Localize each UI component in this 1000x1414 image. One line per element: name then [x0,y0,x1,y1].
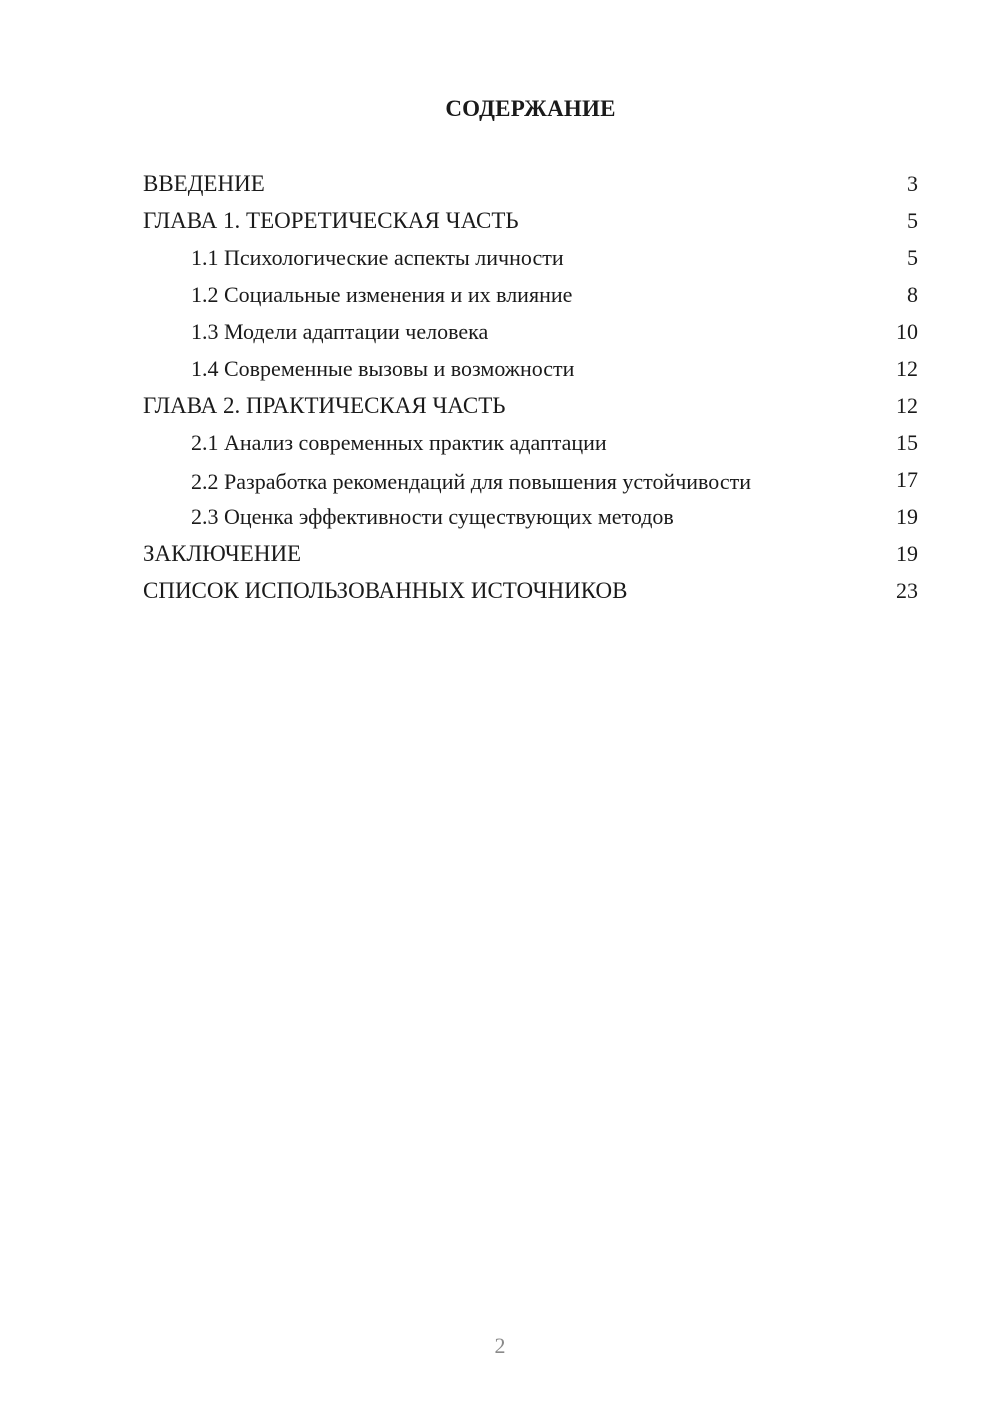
toc-entry-page: 10 [896,319,918,344]
toc-entry-page: 5 [907,245,918,270]
toc-entry-introduction [143,169,918,199]
toc-entry-label: СПИСОК ИСПОЛЬЗОВАННЫХ ИСТОЧНИКОВ [143,578,628,603]
toc-entry-page: 19 [896,504,918,529]
toc-entry-references [143,576,918,606]
toc-entry-label: 1.1 Психологические аспекты личности [191,245,564,270]
toc-entry-label: 1.3 Модели адаптации человека [191,319,489,344]
table-of-contents [143,169,918,613]
page-number: 2 [494,1333,506,1358]
toc-entry-label: ГЛАВА 1. ТЕОРЕТИЧЕСКАЯ ЧАСТЬ [143,208,519,233]
toc-entry-page: 8 [907,282,918,307]
toc-entry-section-2-1 [143,428,918,458]
toc-entry-section-1-4 [143,354,918,384]
toc-entry-label: 1.2 Социальные изменения и их влияние [191,282,573,307]
toc-title: СОДЕРЖАНИЕ [445,96,616,121]
toc-entry-section-1-1 [143,243,918,273]
toc-entry-label: ЗАКЛЮЧЕНИЕ [143,541,302,566]
toc-entry-chapter-1 [143,206,918,236]
toc-entry-page: 3 [907,171,918,196]
toc-entry-label: 1.4 Современные вызовы и возможности [191,356,575,381]
toc-entry-section-1-2 [143,280,918,310]
toc-entry-label: 2.2 Разработка рекомендаций для повышения устойчивости [191,469,751,494]
toc-entry-label: ГЛАВА 2. ПРАКТИЧЕСКАЯ ЧАСТЬ [143,393,506,418]
toc-entry-page: 19 [896,541,918,566]
toc-entry-section-1-3 [143,317,918,347]
toc-entry-conclusion [143,539,918,569]
toc-entry-page: 5 [907,208,918,233]
toc-entry-section-2-2 [143,465,918,495]
toc-entry-label: 2.3 Оценка эффективности существующих методов [191,504,674,529]
toc-entry-chapter-2 [143,391,918,421]
toc-entry-page: 17 [896,467,918,492]
toc-entry-label: ВВЕДЕНИЕ [143,171,265,196]
toc-entry-label: 2.1 Анализ современных практик адаптации [191,430,607,455]
toc-entry-page: 15 [896,430,918,455]
toc-entry-section-2-3 [143,502,918,532]
toc-entry-page: 23 [896,578,918,603]
toc-entry-page: 12 [896,356,918,381]
toc-entry-page: 12 [896,393,918,418]
